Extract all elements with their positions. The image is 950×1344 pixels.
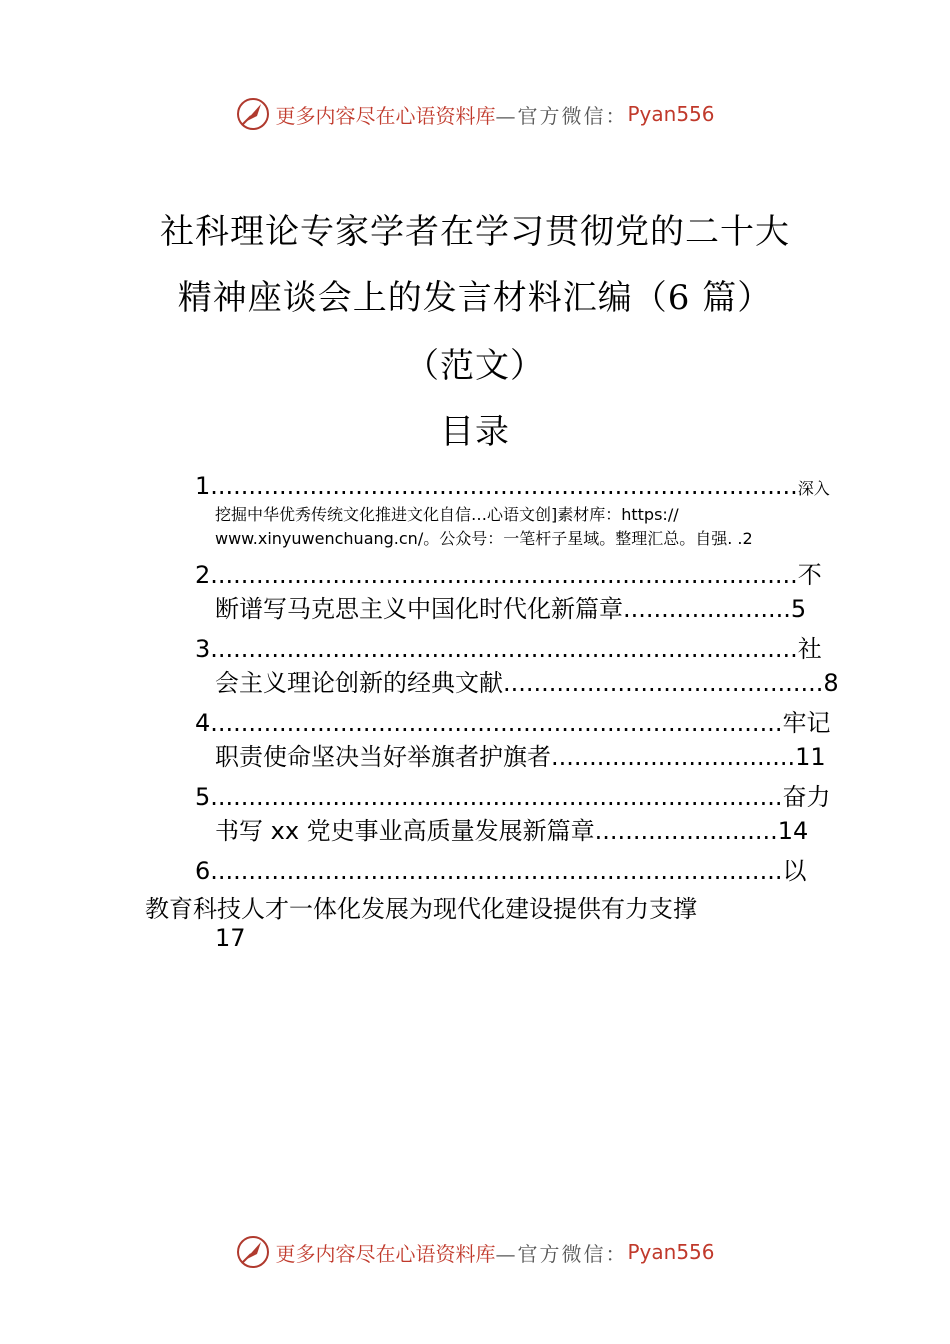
toc-item-tail: 以 [782,857,807,885]
toc-item-number: 4 [195,709,211,737]
toc-leader-dots: ............................................................................. [210,635,798,663]
toc-item-number: 6 [195,857,211,885]
toc-heading: 目录 [440,412,510,452]
toc-item-1-line-3: www.xinyuwenchuang.cn/。公众号：一笔杆子星域。整理汇总。自强. .2 [215,529,753,548]
banner-main-text: 更多内容尽在心语资料库 [275,103,496,128]
banner-main-text: 更多内容尽在心语资料库 [275,1241,496,1266]
banner-wechat-id: Pyan556 [627,1240,715,1264]
toc-item-tail: 深入 [797,479,830,498]
toc-item-5[interactable] [195,777,830,812]
toc-item-tail: 奋力 [782,783,831,811]
banner-sub-text: —官方微信： [495,103,628,128]
toc-page-number: 11 [795,743,826,771]
toc-leader-dots: ........................................................................... [210,857,783,885]
toc-item-text: 会主义理论创新的经典文献 [215,669,503,697]
banner-wechat-id: Pyan556 [627,102,715,126]
toc-leader-dots: ............................................................................. [210,561,798,589]
toc-page-number: 14 [777,817,809,845]
toc-item-number: 3 [195,635,211,663]
toc-item-text: 断谱写马克思主义中国化时代化新篇章 [215,595,623,623]
toc-item-number: 1 [195,472,211,500]
toc-item-6-line-2: 教育科技人才一体化发展为现代化建设提供有力支撑 [145,895,697,923]
toc-leader-dots: .......................................... [503,669,824,697]
toc-page-number: 8 [823,669,839,697]
toc-leader-dots: ........................................................................... [210,709,783,737]
document-title-line-1: 社科理论专家学者在学习贯彻党的二十大 [160,212,790,252]
toc-item-tail: 社 [797,635,822,663]
toc-item-3-line-2 [215,663,839,698]
document-title-line-2: 精神座谈会上的发言材料汇编（6 篇） [177,278,773,318]
document-title-line-3: （范文） [405,346,545,386]
banner-sub-text: —官方微信： [495,1241,628,1266]
toc-leader-dots: ...................... [623,595,791,623]
toc-item-5-line-2 [215,811,808,846]
footer-banner [0,1232,950,1272]
toc-leader-dots: ........................ [594,817,778,845]
toc-item-4-line-2 [215,737,826,772]
toc-item-number: 5 [195,783,211,811]
toc-item-text: 职责使命坚决当好举旗者护旗者 [215,743,551,771]
toc-item-2[interactable] [195,555,822,590]
toc-item-1-line-2: 挖掘中华优秀传统文化推进文化自信…心语文创]素材库：https:// [215,505,679,524]
toc-leader-dots: ........................................................................... [210,783,783,811]
toc-item-6[interactable] [195,851,806,886]
toc-page-number: 17 [215,924,246,952]
header-banner [0,94,950,134]
toc-item-2-line-2 [215,589,806,624]
toc-leader-dots: ............................................................................. [210,472,798,500]
toc-item-tail: 不 [797,561,822,589]
toc-item-text: 书写 xx 党史事业高质量发展新篇章 [215,817,595,845]
toc-item-tail: 牢记 [782,709,831,737]
toc-leader-dots: ................................ [551,743,796,771]
feather-pen-logo-icon [235,96,271,132]
toc-item-4[interactable] [195,703,830,738]
toc-page-number: 5 [790,595,807,623]
toc-item-1[interactable] [195,472,830,500]
toc-item-3[interactable] [195,629,822,664]
toc-item-number: 2 [195,561,211,589]
feather-pen-logo-icon [235,1234,271,1270]
